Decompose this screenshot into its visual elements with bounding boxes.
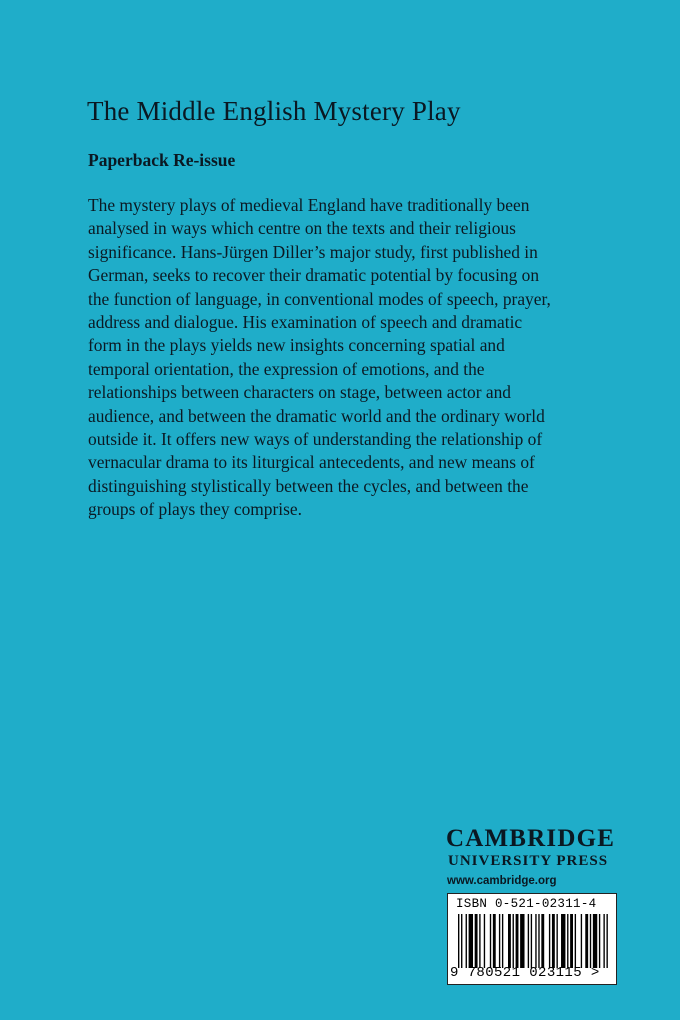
barcode-bar: [531, 914, 532, 968]
barcode-bar: [606, 914, 607, 968]
blurb-line: outside it. It offers new ways of understanding the relationship of: [88, 429, 543, 450]
barcode-bar: [490, 914, 491, 968]
blurb-line: address and dialogue. His examination of speech and dramatic: [88, 312, 523, 333]
blurb-line: German, seeks to recover their dramatic potential by focusing on: [88, 265, 540, 286]
barcode-bar: [570, 914, 573, 968]
barcode-bar: [567, 914, 568, 968]
ean-digits: 9 780521 023115 >: [450, 965, 600, 981]
blurb-line: vernacular drama to its liturgical antecedents, and new means of: [88, 452, 535, 473]
barcode-bar: [599, 914, 600, 968]
publisher-logo: [446, 826, 626, 887]
barcode-bar: [469, 914, 473, 968]
barcode-panel: [447, 893, 617, 985]
barcode-bar: [535, 914, 536, 968]
publisher-subname: UNIVERSITY PRESS: [448, 853, 609, 869]
blurb-line: temporal orientation, the expression of emotions, and the: [88, 358, 485, 379]
barcode-bar: [590, 914, 591, 968]
blurb-line: distinguishing stylistically between the cycles, and between the: [88, 475, 529, 496]
edition-label: Paperback Re-issue: [88, 150, 236, 170]
barcode-bar: [603, 914, 604, 968]
blurb-line: the function of language, in conventional modes of speech, prayer,: [88, 288, 551, 309]
barcode-bar: [499, 914, 500, 968]
barcode-bar: [479, 914, 480, 968]
isbn-label: ISBN 0-521-02311-4: [456, 897, 597, 911]
barcode-bar: [458, 914, 459, 968]
book-blurb: [88, 194, 608, 522]
barcode-bar: [466, 914, 467, 968]
barcode-bar: [581, 914, 582, 968]
blurb-line: form in the plays yields new insights concerning spatial and: [88, 335, 505, 356]
barcode-bar: [516, 914, 519, 968]
barcode-bar: [575, 914, 576, 968]
barcode-icon: [458, 914, 608, 968]
blurb-line: analysed in ways which centre on the texts and their religious: [88, 218, 516, 239]
barcode-bar: [475, 914, 478, 968]
book-title: The Middle English Mystery Play: [87, 96, 461, 126]
barcode-bar: [484, 914, 485, 968]
publisher-name: CAMBRIDGE: [446, 825, 616, 852]
barcode-bar: [556, 914, 557, 968]
barcode-bar: [502, 914, 503, 968]
blurb-line: relationships between characters on stage, between actor and: [88, 382, 511, 403]
blurb-line: significance. Hans-Jürgen Diller’s major study, first published in: [88, 241, 538, 262]
barcode-bar: [585, 914, 588, 968]
barcode-bar: [538, 914, 539, 968]
barcode-bar: [493, 914, 496, 968]
barcode-bar: [552, 914, 555, 968]
barcode-bar: [513, 914, 514, 968]
barcode-bar: [561, 914, 565, 968]
barcode-bar: [461, 914, 462, 968]
barcode-bar: [508, 914, 511, 968]
blurb-line: groups of plays they comprise.: [88, 499, 302, 520]
blurb-line: audience, and between the dramatic world and the ordinary world: [88, 405, 545, 426]
barcode-bar: [541, 914, 544, 968]
barcode-bar: [549, 914, 550, 968]
barcode-bar: [593, 914, 597, 968]
blurb-line: The mystery plays of medieval England have traditionally been: [88, 195, 530, 215]
barcode-bar: [528, 914, 529, 968]
publisher-url: www.cambridge.org: [447, 875, 557, 887]
barcode-bar: [520, 914, 524, 968]
